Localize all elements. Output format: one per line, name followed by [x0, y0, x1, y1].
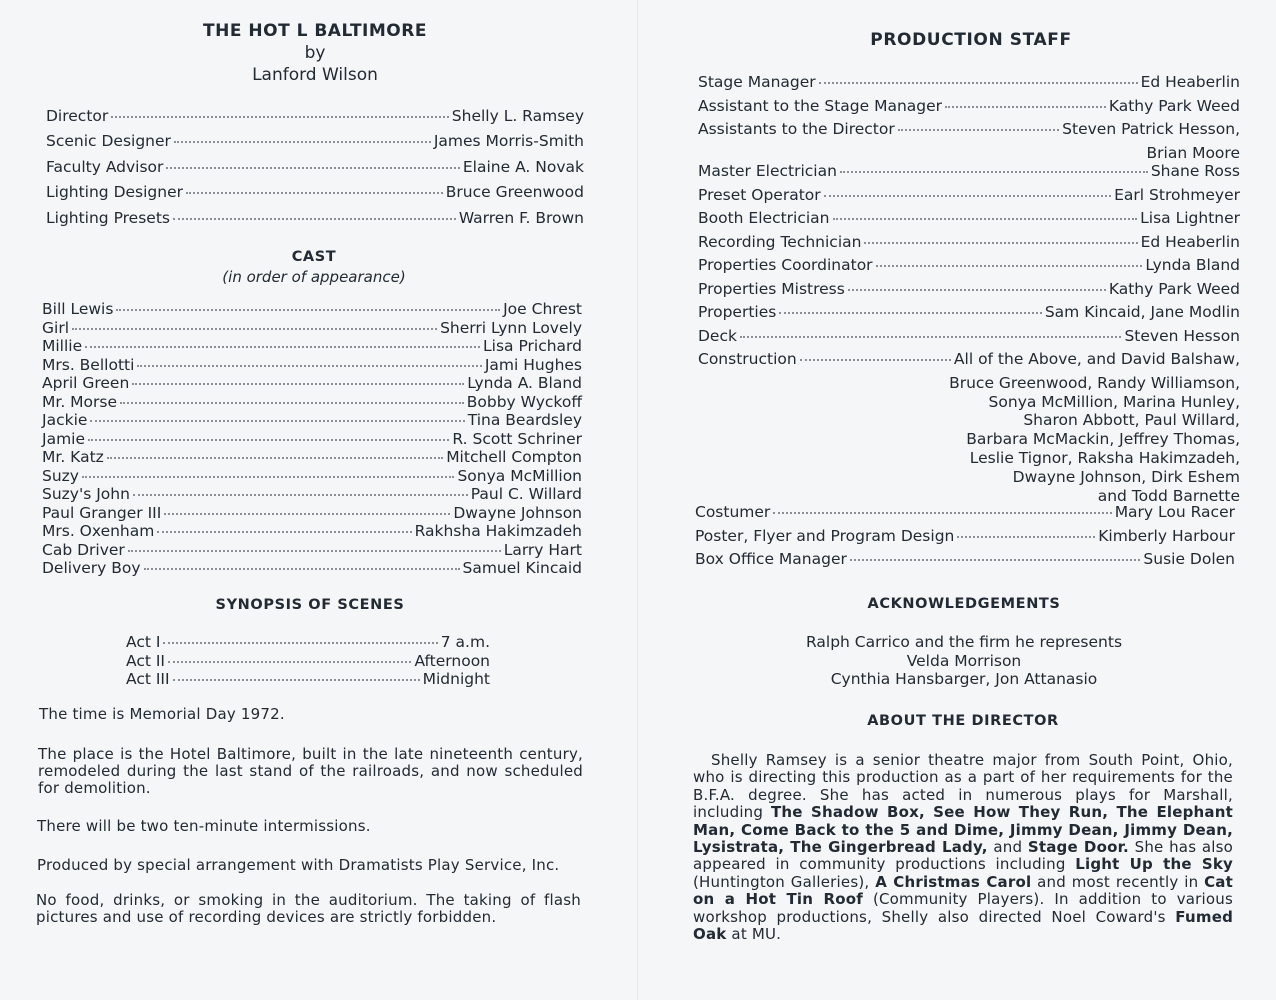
- play-title: THE HOT L BALTIMORE: [203, 21, 427, 41]
- cast-row-role: April Green: [42, 374, 130, 392]
- cast-row-role: Suzy's John: [42, 485, 130, 503]
- scene-row-name: Afternoon: [414, 651, 490, 670]
- cast-heading: CAST: [291, 249, 337, 265]
- staff-row: [698, 303, 1240, 327]
- cast-row-name: Tina Beardsley: [467, 411, 582, 429]
- staff-row: [698, 233, 1240, 257]
- dot-leader: [864, 241, 1137, 244]
- intermission-note: There will be two ten-minute intermissions.: [37, 817, 371, 835]
- about-text-4: (Huntington Galleries),: [693, 872, 876, 891]
- staff-name: Kimberly Harbour: [1098, 526, 1235, 545]
- cast-row-name: Rakhsha Hakimzadeh: [414, 522, 582, 540]
- dot-leader: [850, 558, 1141, 561]
- cast-row-role: Cab Driver: [42, 540, 125, 559]
- playwright-name: Lanford Wilson: [252, 65, 378, 85]
- staff-row: [695, 550, 1235, 574]
- dot-leader: [833, 217, 1138, 220]
- staff-name: Sam Kincaid, Jane Modlin: [1044, 303, 1240, 322]
- production-staff-list: [698, 73, 1240, 505]
- staff-role: Deck: [698, 326, 737, 345]
- about-text-7: at MU.: [726, 925, 782, 944]
- staff-role: Stage Manager: [698, 73, 816, 91]
- cast-subheading: (in order of appearance): [222, 268, 406, 286]
- staff-name-continued: Sharon Abbott, Paul Willard,: [1023, 411, 1240, 430]
- dot-leader: [945, 105, 1106, 108]
- about-text-3: She has also appeared in community productions including: [693, 838, 1234, 874]
- dot-leader: [819, 81, 1138, 84]
- staff-role: Properties Coordinator: [698, 256, 873, 275]
- cast-row-role: Mrs. Bellotti: [42, 355, 135, 374]
- staff-name-continued: and Todd Barnette: [1097, 486, 1240, 505]
- acknowledgements-list: [700, 633, 1228, 689]
- place-note: The place is the Hotel Baltimore, built in the late nineteenth century, remodeled during the last stand of the railroads, and now scheduled for demolition.: [38, 745, 583, 797]
- production-staff-list-2: [695, 503, 1235, 574]
- dot-leader: [779, 311, 1041, 314]
- dot-leader: [848, 288, 1106, 291]
- staff-role: Preset Operator: [698, 185, 821, 204]
- acknowledgement-line: Cynthia Hansbarger, Jon Attanasio: [830, 670, 1098, 688]
- cast-row-name: Joe Chrest: [503, 300, 582, 318]
- staff-name: All of the Above, and David Balshaw,: [953, 350, 1240, 369]
- staff-row: [698, 209, 1240, 233]
- cast-row-name: Sherri Lynn Lovely: [440, 318, 582, 337]
- credit-row-name: Elaine A. Novak: [462, 157, 584, 176]
- staff-role: Recording Technician: [698, 232, 862, 251]
- cast-row-role: Girl: [42, 318, 69, 337]
- staff-role: Assistant to the Stage Manager: [698, 96, 943, 115]
- staff-role: Costumer: [695, 503, 771, 521]
- staff-role: Master Electrician: [698, 162, 837, 181]
- staff-role: Assistants to the Director: [698, 120, 895, 138]
- staff-name: Mary Lou Racer: [1114, 503, 1235, 521]
- about-play-fumed-oak: Fumed Oak: [693, 907, 1233, 944]
- staff-role: Construction: [698, 350, 797, 369]
- cast-row-name: Dwayne Johnson: [453, 503, 582, 522]
- scene-row-name: Midnight: [422, 670, 490, 688]
- staff-row: [698, 256, 1240, 280]
- staff-row: [695, 503, 1235, 527]
- cast-row-name: Sonya McMillion: [457, 466, 582, 485]
- about-plays-list: The Shadow Box, See How They Run, The Elephant Man, Come Back to the 5 and Dime, Jimmy Dean, Jimmy Dean, Lysistrata, The Gingerbread Lady,: [693, 803, 1233, 857]
- scene-row-role: Act I: [126, 633, 161, 651]
- staff-row: [698, 186, 1240, 210]
- staff-role: Properties: [698, 303, 777, 322]
- cast-row-name: R. Scott Schriner: [452, 429, 582, 448]
- credit-row-role: Lighting Presets: [46, 208, 170, 227]
- about-director-text: [693, 752, 1233, 943]
- about-play-christmas-carol: A Christmas Carol: [875, 872, 1032, 891]
- rights-note: Produced by special arrangement with Dramatists Play Service, Inc.: [37, 856, 560, 874]
- cast-row-role: Delivery Boy: [42, 559, 141, 577]
- dot-leader: [876, 264, 1143, 267]
- production-staff-heading: PRODUCTION STAFF: [870, 30, 1072, 50]
- staff-name: Lisa Lightner: [1140, 209, 1240, 228]
- cast-row-role: Mr. Katz: [42, 448, 104, 466]
- dot-leader: [898, 128, 1059, 131]
- staff-role: Poster, Flyer and Program Design: [695, 526, 955, 545]
- about-play-light-up-the-sky: Light Up the Sky: [1075, 855, 1233, 874]
- credit-row-role: Scenic Designer: [46, 132, 171, 151]
- staff-name: Ed Heaberlin: [1140, 73, 1240, 91]
- dot-leader: [800, 358, 951, 361]
- credit-row-name: Warren F. Brown: [458, 208, 584, 227]
- cast-row-name: Samuel Kincaid: [462, 559, 582, 577]
- about-text-1: Shelly Ramsey is a senior theatre major from South Point, Ohio, who is directing this production as a part of her requirements for the B.F.A. degree. She has acted in numerous plays for Marshall, including: [693, 751, 1233, 822]
- staff-name-continued: Sonya McMillion, Marina Hunley,: [988, 392, 1240, 411]
- cast-row-role: Mr. Morse: [42, 392, 118, 411]
- dot-leader: [773, 511, 1111, 514]
- staff-name: Ed Heaberlin: [1140, 232, 1240, 251]
- scene-row-role: Act III: [126, 670, 170, 688]
- auditorium-rules: No food, drinks, or smoking in the auditorium. The taking of flash pictures and use of recording devices are strictly forbidden.: [36, 891, 581, 926]
- cast-row-role: Jamie: [42, 429, 86, 448]
- time-note: The time is Memorial Day 1972.: [39, 705, 285, 723]
- staff-row: [698, 280, 1240, 304]
- cast-row-role: Suzy: [42, 466, 79, 485]
- staff-row: [698, 162, 1240, 186]
- staff-role: Box Office Manager: [695, 550, 847, 568]
- dot-leader: [840, 170, 1148, 173]
- staff-name-continued: Bruce Greenwood, Randy Williamson,: [949, 373, 1240, 392]
- cast-row-role: Bill Lewis: [42, 300, 114, 318]
- about-text-6: (Community Players). In addition to various workshop productions, Shelly also directed Noel Coward's: [693, 890, 1233, 926]
- staff-name-continued: Barbara McMackin, Jeffrey Thomas,: [966, 430, 1240, 449]
- staff-name: Steven Hesson: [1124, 326, 1240, 345]
- dot-leader: [957, 535, 1095, 538]
- staff-name: Kathy Park Weed: [1108, 279, 1240, 298]
- staff-name: Steven Patrick Hesson,: [1062, 120, 1240, 138]
- staff-row: [695, 527, 1235, 551]
- cast-row-name: Jami Hughes: [484, 355, 582, 374]
- staff-name: Shane Ross: [1150, 162, 1240, 181]
- credit-row-name: James Morris-Smith: [433, 132, 584, 151]
- acknowledgements-heading: ACKNOWLEDGEMENTS: [867, 596, 1061, 612]
- cast-row-name: Bobby Wyckoff: [466, 392, 582, 411]
- cast-row-name: Lynda A. Bland: [467, 374, 582, 392]
- about-play-cat-hot-tin-roof: Cat on a Hot Tin Roof: [693, 872, 1233, 909]
- acknowledgement-line: Velda Morrison: [906, 651, 1022, 670]
- staff-name: Earl Strohmeyer: [1114, 185, 1240, 204]
- synopsis-heading: SYNOPSIS OF SCENES: [215, 597, 405, 613]
- credit-row-name: Shelly L. Ramsey: [451, 107, 584, 125]
- staff-role: Booth Electrician: [698, 209, 830, 228]
- about-director-heading: ABOUT THE DIRECTOR: [867, 713, 1059, 729]
- staff-row: [698, 327, 1240, 351]
- about-play-stage-door: Stage Door.: [1027, 838, 1129, 857]
- cast-row-name: Larry Hart: [503, 540, 582, 559]
- staff-name: Lynda Bland: [1145, 256, 1240, 275]
- credit-row-name: Bruce Greenwood: [445, 183, 584, 202]
- cast-row-name: Lisa Prichard: [483, 337, 582, 355]
- staff-name-continued: Dwayne Johnson, Dirk Eshem: [1012, 467, 1240, 486]
- cast-row-name: Mitchell Compton: [446, 448, 582, 466]
- cast-row-role: Paul Granger III: [42, 503, 162, 522]
- dot-leader: [740, 335, 1121, 338]
- dot-leader: [824, 194, 1111, 197]
- credit-row-role: Director: [46, 107, 109, 125]
- cast-row-role: Millie: [42, 337, 83, 355]
- cast-row-name: Paul C. Willard: [470, 485, 582, 503]
- staff-row: [698, 350, 1240, 374]
- staff-name-continued: Brian Moore: [1146, 143, 1240, 162]
- credit-row-role: Lighting Designer: [46, 183, 184, 202]
- cast-row-role: Jackie: [42, 411, 88, 429]
- staff-role: Properties Mistress: [698, 279, 845, 298]
- acknowledgement-line: Ralph Carrico and the firm he represents: [805, 633, 1123, 651]
- about-text-5: and most recently in: [1031, 872, 1205, 891]
- staff-row: [698, 120, 1240, 144]
- scene-row-name: 7 a.m.: [440, 633, 490, 651]
- about-text-2: and: [987, 838, 1028, 857]
- cast-row-role: Mrs. Oxenham: [42, 522, 155, 540]
- staff-row: [698, 97, 1240, 121]
- staff-name: Kathy Park Weed: [1108, 96, 1240, 115]
- scene-row-role: Act II: [126, 651, 165, 670]
- staff-name: Susie Dolen: [1143, 550, 1235, 568]
- credit-row-role: Faculty Advisor: [46, 157, 164, 176]
- by-line: by: [304, 43, 326, 63]
- staff-name-continued: Leslie Tignor, Raksha Hakimzadeh,: [969, 448, 1240, 467]
- staff-row: [698, 73, 1240, 97]
